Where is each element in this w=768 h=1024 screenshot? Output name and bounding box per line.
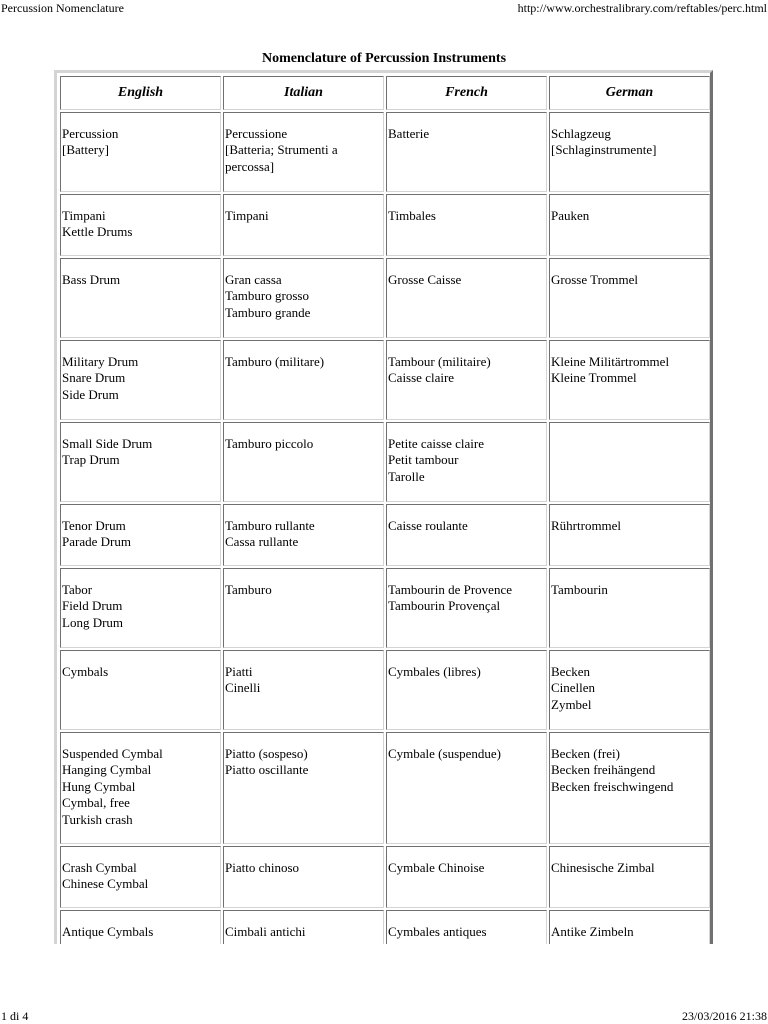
cell-text: Side Drum — [62, 386, 119, 402]
cell-text: Becken (frei) — [551, 746, 620, 761]
cell-text: Snare Drum — [62, 370, 126, 386]
cell-text: Zymbel — [551, 696, 592, 712]
table-cell-german — [549, 258, 710, 338]
table-cell-french — [386, 258, 547, 338]
cell-text: Becken freihängend — [551, 762, 656, 778]
cell-text: Rührtrommel — [551, 518, 622, 533]
cell-text: [Battery] — [62, 142, 109, 158]
cell-text: Gran cassa — [225, 272, 282, 287]
cell-text: Becken — [551, 664, 590, 679]
cell-text: Cymbale (suspendue) — [388, 746, 502, 761]
table-cell-english — [60, 258, 221, 338]
cell-text: Cimbali antichi — [225, 924, 306, 939]
cell-text: Trap Drum — [62, 452, 120, 468]
cell-text: Antike Zimbeln — [551, 924, 634, 939]
table-cell-french — [386, 112, 547, 192]
table-row — [60, 422, 710, 502]
cell-text: Crash Cymbal — [62, 860, 137, 875]
cell-text: Bass Drum — [62, 272, 121, 287]
table-body — [60, 112, 710, 944]
column-header-italian: Italian — [223, 76, 384, 110]
column-header-german: German — [549, 76, 710, 110]
cell-text: Timpani — [225, 208, 269, 223]
print-header — [0, 0, 768, 16]
table-cell-english — [60, 504, 221, 566]
table-cell-english — [60, 650, 221, 730]
table-header-row — [60, 76, 710, 110]
table-cell-german — [549, 112, 710, 192]
table-row — [60, 732, 710, 844]
cell-text: Pauken — [551, 208, 590, 223]
table-cell-german — [549, 340, 710, 420]
table-cell-english — [60, 910, 221, 944]
cell-text: Tambourin de Provence — [388, 582, 512, 597]
cell-text: Tamburo rullante — [225, 518, 315, 533]
table-cell-italian — [223, 422, 384, 502]
table-cell-italian — [223, 650, 384, 730]
cell-text: Tambourin Provençal — [388, 598, 501, 614]
table-row — [60, 112, 710, 192]
cell-text: Tarolle — [388, 468, 425, 484]
cell-text: Petit tambour — [388, 452, 459, 468]
cell-text: Tamburo piccolo — [225, 436, 314, 451]
cell-text: Tabor — [62, 582, 93, 597]
table-cell-italian — [223, 258, 384, 338]
cell-text: Caisse claire — [388, 370, 455, 386]
table-cell-italian — [223, 112, 384, 192]
cell-text: Percussione — [225, 126, 288, 141]
table-cell-german — [549, 422, 710, 502]
table-cell-german — [549, 568, 710, 648]
cell-text: Piatto chinoso — [225, 860, 300, 875]
table-cell-french — [386, 910, 547, 944]
cell-text: Field Drum — [62, 598, 123, 614]
print-header-title: Percussion Nomenclature — [1, 1, 124, 15]
print-footer — [0, 1008, 768, 1024]
table-cell-german — [549, 504, 710, 566]
column-header-english: English — [60, 76, 221, 110]
cell-text: Batterie — [388, 126, 430, 141]
table-row — [60, 650, 710, 730]
cell-text: Tambourin — [551, 582, 608, 597]
cell-text: percossa] — [225, 158, 275, 174]
table-cell-italian — [223, 846, 384, 908]
cell-text: Chinesische Zimbal — [551, 860, 655, 875]
cell-text: Schlagzeug — [551, 126, 611, 141]
table-cell-french — [386, 732, 547, 844]
cell-text: Becken freischwingend — [551, 778, 674, 794]
table-cell-german — [549, 650, 710, 730]
table-cell-french — [386, 504, 547, 566]
cell-text: Cinelli — [225, 680, 261, 696]
table-cell-french — [386, 422, 547, 502]
cell-text: [Batteria; Strumenti a — [225, 142, 338, 158]
table-cell-french — [386, 340, 547, 420]
cell-text: Piatto (sospeso) — [225, 746, 308, 761]
cell-text: Tamburo grosso — [225, 288, 309, 304]
table-cell-german — [549, 846, 710, 908]
table-row — [60, 910, 710, 944]
table-cell-german — [549, 194, 710, 256]
table-row — [60, 340, 710, 420]
table-cell-english — [60, 340, 221, 420]
table-row — [60, 194, 710, 256]
cell-text: Small Side Drum — [62, 436, 153, 451]
cell-text: Tambour (militaire) — [388, 354, 491, 369]
cell-text: Cymbal, free — [62, 795, 130, 811]
cell-text: [Schlaginstrumente] — [551, 142, 657, 158]
cell-text: Petite caisse claire — [388, 436, 485, 451]
cell-text: Military Drum — [62, 354, 139, 369]
nomenclature-table — [58, 74, 712, 944]
cell-text: Tamburo — [225, 582, 272, 597]
cell-text: Cinellen — [551, 680, 596, 696]
cell-text: Cymbales antiques — [388, 924, 487, 939]
table-cell-english — [60, 112, 221, 192]
cell-text: Percussion — [62, 126, 119, 141]
table-cell-english — [60, 732, 221, 844]
cell-text: Kleine Trommel — [551, 370, 637, 386]
table-cell-italian — [223, 568, 384, 648]
table-cell-english — [60, 568, 221, 648]
table-row — [60, 568, 710, 648]
cell-text: Timbales — [388, 208, 436, 223]
cell-text: Cymbale Chinoise — [388, 860, 485, 875]
cell-text: Tamburo (militare) — [225, 354, 325, 369]
table-cell-italian — [223, 340, 384, 420]
table-cell-french — [386, 568, 547, 648]
table-cell-french — [386, 650, 547, 730]
table-cell-french — [386, 846, 547, 908]
cell-text: Cassa rullante — [225, 534, 299, 550]
cell-text: Tenor Drum — [62, 518, 126, 533]
cell-text: Tamburo grande — [225, 304, 311, 320]
cell-text: Turkish crash — [62, 811, 133, 827]
table-row — [60, 846, 710, 908]
cell-text: Antique Cymbals — [62, 924, 154, 939]
table-cell-english — [60, 194, 221, 256]
print-datetime: 23/03/2016 21:38 — [681, 1009, 767, 1023]
table-row — [60, 258, 710, 338]
cell-text: Piatti — [225, 664, 253, 679]
cell-text: Kettle Drums — [62, 224, 133, 240]
table-cell-italian — [223, 732, 384, 844]
page-title: Nomenclature of Percussion Instruments — [261, 51, 507, 66]
cell-text: Parade Drum — [62, 534, 131, 550]
nomenclature-table-frame — [54, 70, 713, 944]
cell-text: Cymbals — [62, 664, 109, 679]
cell-text: Hung Cymbal — [62, 778, 136, 794]
cell-text: Hanging Cymbal — [62, 762, 152, 778]
cell-text: Kleine Militärtrommel — [551, 354, 670, 369]
column-header-french: French — [386, 76, 547, 110]
table-cell-english — [60, 846, 221, 908]
table-cell-italian — [223, 194, 384, 256]
cell-text: Chinese Cymbal — [62, 876, 149, 892]
table-cell-french — [386, 194, 547, 256]
print-header-url[interactable]: http://www.orchestralibrary.com/reftables/perc.html — [517, 1, 767, 15]
cell-text: Grosse Trommel — [551, 272, 639, 287]
table-cell-german — [549, 732, 710, 844]
cell-text: Suspended Cymbal — [62, 746, 163, 761]
table-cell-italian — [223, 504, 384, 566]
table-cell-german — [549, 910, 710, 944]
table-cell-italian — [223, 910, 384, 944]
cell-text: Caisse roulante — [388, 518, 468, 533]
cell-text: Long Drum — [62, 614, 124, 630]
cell-text: Grosse Caisse — [388, 272, 462, 287]
cell-text: Cymbales (libres) — [388, 664, 481, 679]
table-row — [60, 504, 710, 566]
page-number: 1 di 4 — [1, 1009, 29, 1023]
table-cell-english — [60, 422, 221, 502]
cell-text: Piatto oscillante — [225, 762, 309, 778]
cell-text: Timpani — [62, 208, 106, 223]
